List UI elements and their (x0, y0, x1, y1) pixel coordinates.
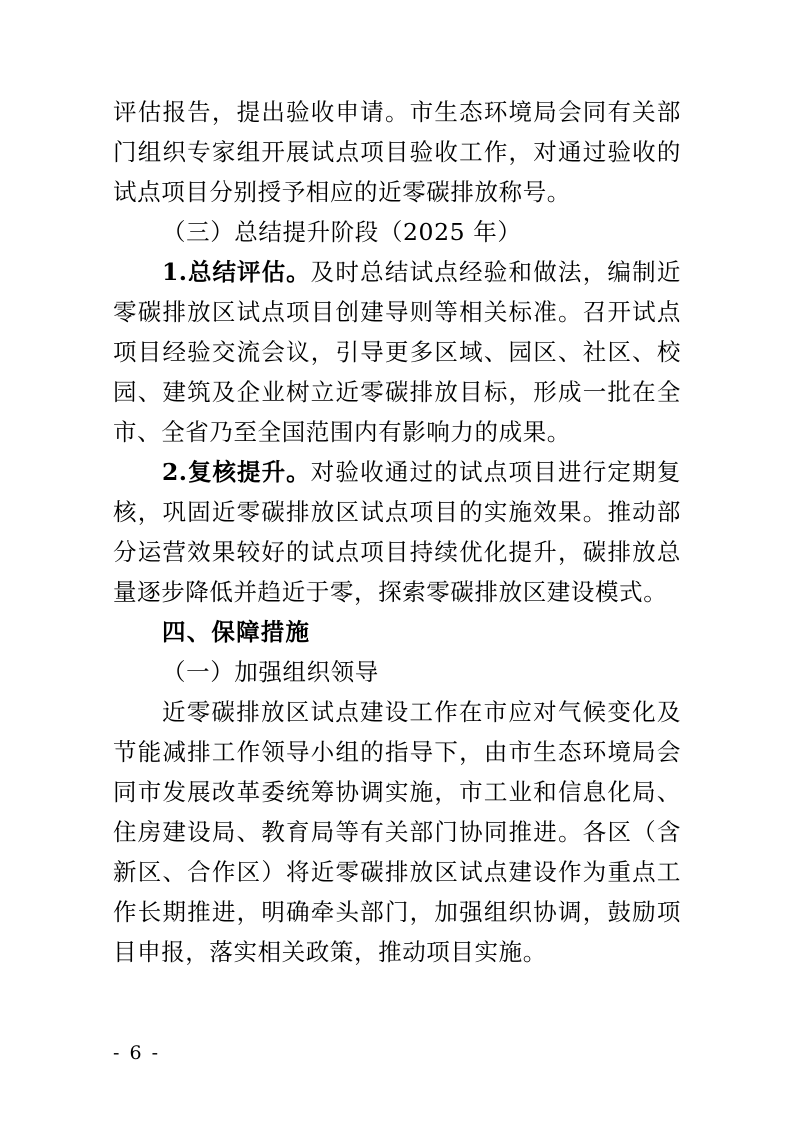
subsection-heading-organizational-leadership: （一）加强组织领导 (162, 658, 379, 686)
list-item-review-upgrade (113, 452, 681, 612)
list-item-summary-evaluation (113, 252, 681, 452)
list-item-summary-evaluation-label: 1.总结评估。 (162, 258, 311, 286)
continued-paragraph: 评估报告，提出验收申请。市生态环境局会同有关部门组织专家组开展试点项目验收工作，对通过验收的试点项目分别授予相应的近零碳排放称号。 (113, 98, 681, 206)
subsection-paragraph-organizational-leadership: 近零碳排放区试点建设工作在市应对气候变化及节能减排工作领导小组的指导下，由市生态环境局会同市发展改革委统筹协调实施，市工业和信息化局、住房建设局、教育局等有关部门协同推进。各区（含新区、合作区）将近零碳排放区试点建设作为重点工作长期推进，明确牵头部门，加强组织协调，鼓励项目申报，落实相关政策，推动项目实施。 (113, 698, 681, 966)
document-text-column (113, 92, 681, 972)
page-number: - 6 - (113, 1042, 161, 1064)
list-item-review-upgrade-text: 对验收通过的试点项目进行定期复核，巩固近零碳排放区试点项目的实施效果。推动部分运营效果较好的试点项目持续优化提升，碳排放总量逐步降低并趋近于零，探索零碳排放区建设模式。 (113, 458, 681, 606)
phase-heading-three: （三）总结提升阶段（2025 年） (162, 218, 522, 246)
list-item-review-upgrade-label: 2.复核提升。 (162, 458, 311, 486)
list-item-summary-evaluation-text: 及时总结试点经验和做法，编制近零碳排放区试点项目创建导则等相关标准。召开试点项目经验交流会议，引导更多区域、园区、社区、校园、建筑及企业树立近零碳排放目标，形成一批在全市、全省乃至全国范围内有影响力的成果。 (113, 258, 681, 446)
section-heading-safeguard-measures: 四、保障措施 (162, 618, 311, 646)
